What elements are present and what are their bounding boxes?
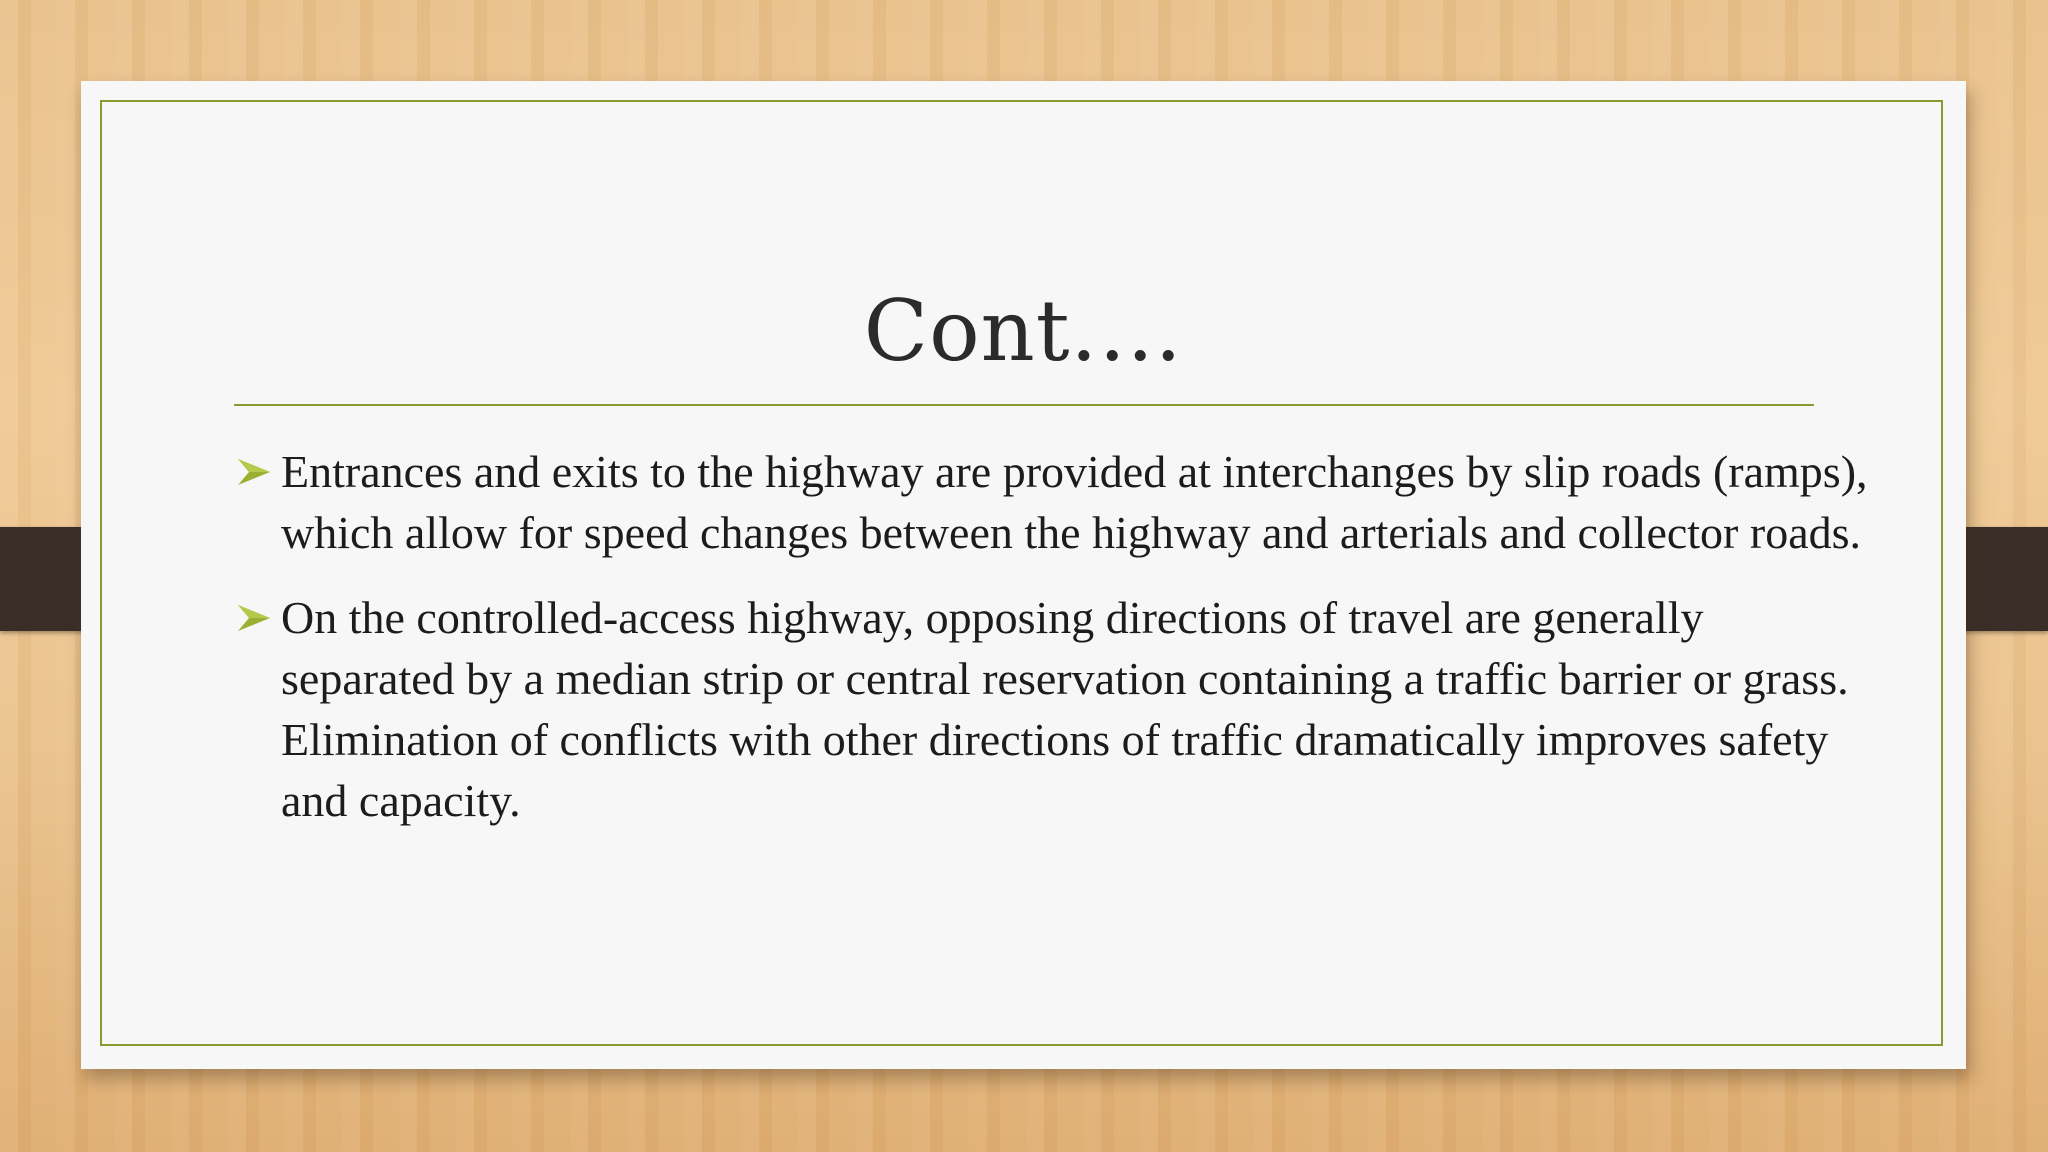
title-divider — [234, 404, 1814, 406]
arrowhead-bullet-icon — [236, 457, 272, 487]
slide-title: Cont.… — [863, 282, 1184, 380]
bullet-item — [234, 587, 1874, 831]
bullet-item — [234, 441, 1874, 563]
bullet-text: On the controlled-access highway, opposing directions of travel are generally separated by a median strip or central reservation containing a traffic barrier or grass. Elimination of conflicts with other directions of traffic dramatically improves safety and capacity. — [281, 592, 1849, 826]
slide-card — [81, 81, 1966, 1069]
bullet-list — [234, 441, 1874, 855]
bullet-text: Entrances and exits to the highway are provided at interchanges by slip roads (ramps), which allow for speed changes between the highway and arterials and collector roads. — [281, 446, 1868, 558]
arrowhead-bullet-icon — [236, 603, 272, 633]
